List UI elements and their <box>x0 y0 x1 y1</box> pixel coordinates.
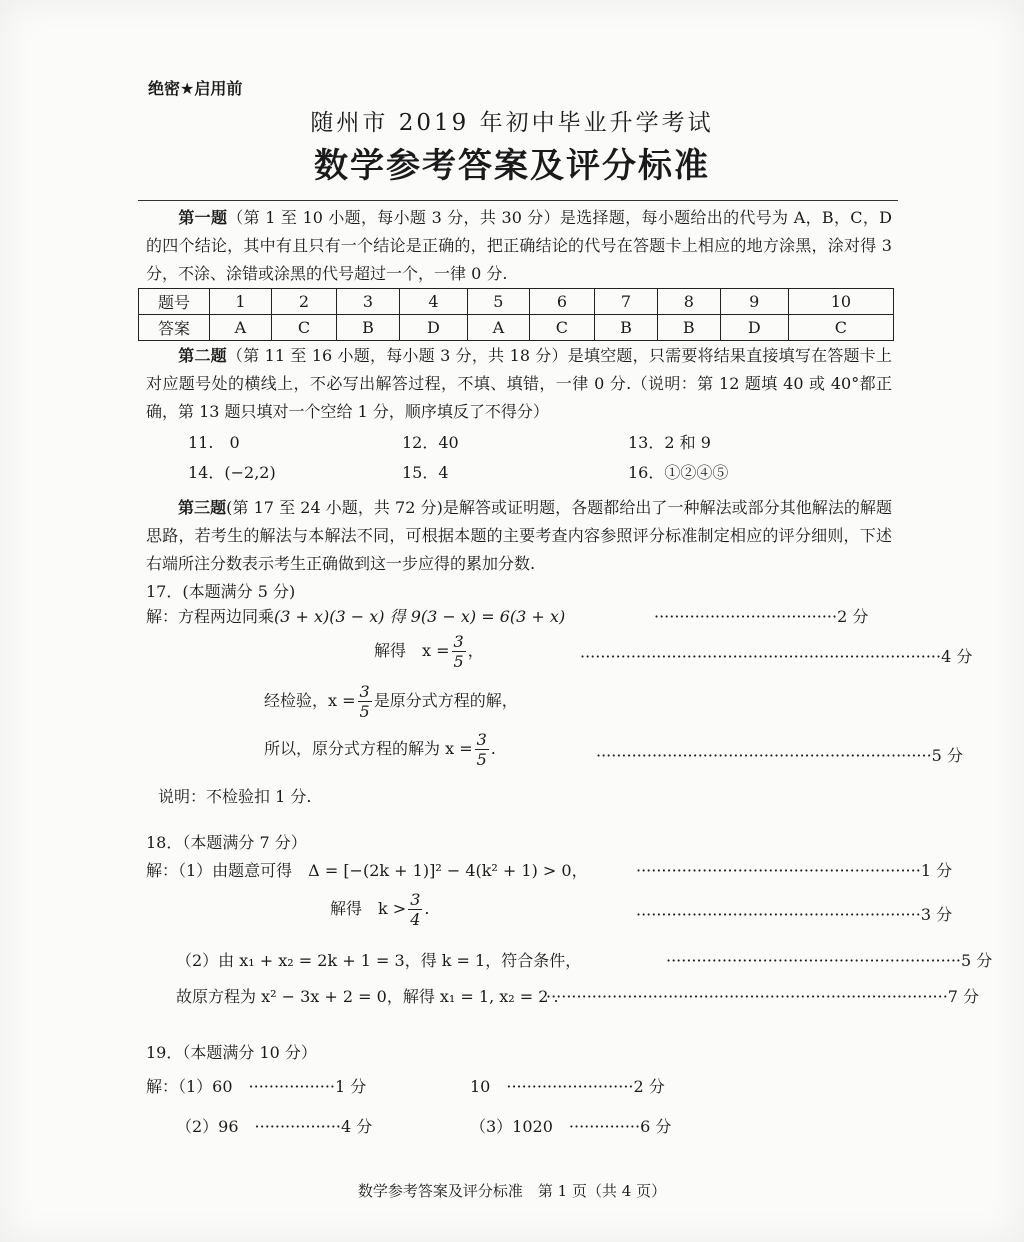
q18-step3: （2）由 x₁ + x₂ = 2k + 1 = 3，得 k = 1，符合条件， <box>176 951 582 970</box>
q18-step4: 故原方程为 x² − 3x + 2 = 0，解得 x₁ = 1, x₂ = 2 . <box>176 987 559 1006</box>
q17-note: 说明：不检验扣 1 分. <box>158 787 312 806</box>
numerator: 3 <box>359 682 370 701</box>
fraction <box>452 632 466 671</box>
denominator: 5 <box>359 702 370 721</box>
score-dots: ························································1 分 <box>636 861 953 880</box>
q17-step3-text: 经检验，x = <box>264 691 356 710</box>
table-cell: 6 <box>529 289 594 315</box>
part3-intro <box>146 494 892 578</box>
denominator: 5 <box>476 750 487 769</box>
part1-text: （第 1 至 10 小题，每小题 3 分，共 30 分）是选择题，每小题给出的代号为 A，B，C，D 的四个结论，其中有且只有一个结论是正确的，把正确结论的代号在答题卡上相应的地方涂黑，涂对得 3 分，不涂、涂错或涂黑的代号超过一个，一律 0 分. <box>146 208 892 283</box>
table-cell: B <box>337 315 400 341</box>
fraction <box>358 682 372 721</box>
table-cell: 3 <box>337 289 400 315</box>
q17-step2 <box>374 632 484 671</box>
q17-step3 <box>264 682 518 721</box>
q17-title: 17．(本题满分 5 分) <box>146 582 296 601</box>
table-cell: A <box>467 315 529 341</box>
table-header-cell: 题号 <box>139 289 210 315</box>
q19-answer: （3）1020 ··············6 分 <box>470 1117 672 1136</box>
part2-intro <box>146 342 892 426</box>
table-header-cell: 答案 <box>139 315 210 341</box>
table-cell: 8 <box>657 289 720 315</box>
table-cell: D <box>720 315 788 341</box>
part2-label: 第二题 <box>178 346 227 365</box>
denominator: 5 <box>453 652 464 671</box>
table-cell: 10 <box>788 289 893 315</box>
table-cell: C <box>788 315 893 341</box>
exam-title: 随州市 2019 年初中毕业升学考试 <box>310 110 714 136</box>
q19-answer: （2）96 ·················4 分 <box>176 1117 373 1136</box>
q18-step2-text: 解得 k > <box>330 899 407 918</box>
fraction <box>408 890 422 929</box>
punct: . <box>424 899 430 918</box>
part3-text: (第 17 至 24 小题，共 72 分)是解答或证明题，各题都给出了一种解法或部分其他解法的解题思路，若考生的解法与本解法不同，可根据本题的主要考查内容参照评分标准制定相应的评分细则，下述右端所注分数表示考生正确做到这一步应得的累加分数. <box>146 498 892 573</box>
part1-intro <box>146 204 892 288</box>
q18-step2 <box>330 890 429 929</box>
table-cell: 5 <box>467 289 529 315</box>
q17-step4-text: 所以，原分式方程的解为 x = <box>264 739 473 758</box>
numerator: 3 <box>476 730 487 749</box>
score-dots: ···············································································7 分 <box>546 987 980 1006</box>
fill-answer: 15．4 <box>402 463 449 482</box>
table-cell: 2 <box>271 289 336 315</box>
confidential-label: 绝密★启用前 <box>148 79 243 98</box>
q18-title: 18．（本题满分 7 分） <box>146 833 307 852</box>
q17-step1-equation: 得 9(3 − x) = 6(3 + x) <box>384 607 566 626</box>
part2-text: （第 11 至 16 小题，每小题 3 分，共 18 分）是填空题，只需要将结果直接填写在答题卡上对应题号处的横线上，不必写出解答过程，不填、填错，一律 0 分.（说明：第 12 题填 40 或 40°都正确，第 13 题只填对一个空给 1 分，顺序填反了不得分） <box>146 346 892 421</box>
score-dots: ··································································5 分 <box>596 746 963 765</box>
fraction <box>475 730 489 769</box>
numerator: 3 <box>453 632 464 651</box>
table-cell: D <box>399 315 467 341</box>
score-dots: ·······································································4 分 <box>580 647 973 666</box>
table-cell: B <box>595 315 658 341</box>
score-dots: ························································3 分 <box>636 905 953 924</box>
q17-step1 <box>146 604 565 627</box>
table-row <box>139 315 894 341</box>
q17-step3-tail: 是原分式方程的解， <box>373 691 518 710</box>
answer-table <box>138 288 894 341</box>
document-title: 数学参考答案及评分标准 <box>314 146 710 186</box>
q17-step2-text: 解得 x = <box>374 641 450 660</box>
denominator: 4 <box>410 910 421 929</box>
fill-answer: 13．2 和 9 <box>628 433 711 452</box>
q17-step4 <box>264 730 496 769</box>
part3-label: 第三题 <box>178 498 227 517</box>
q17-step1-text: 解：方程两边同乘 <box>146 607 275 626</box>
punct: . <box>490 739 496 758</box>
q18-step1: 解：（1）由题意可得 Δ = [−(2k + 1)]² − 4(k² + 1) > 0， <box>146 861 588 880</box>
numerator: 3 <box>410 890 421 909</box>
score-dots: ··························································5 分 <box>666 951 993 970</box>
table-cell: 4 <box>399 289 467 315</box>
q19-answer: 解：（1）60 ·················1 分 <box>146 1077 367 1096</box>
title-rule <box>138 200 898 201</box>
table-cell: 1 <box>210 289 272 315</box>
table-cell: C <box>271 315 336 341</box>
table-cell: B <box>657 315 720 341</box>
table-cell: 9 <box>720 289 788 315</box>
part1-label: 第一题 <box>178 208 228 227</box>
q19-title: 19．（本题满分 10 分） <box>146 1043 317 1062</box>
q19-answer: 10 ·························2 分 <box>470 1077 665 1096</box>
table-cell: C <box>529 315 594 341</box>
fill-answer: 14．(−2,2) <box>188 463 276 482</box>
fill-answer: 11. 0 <box>188 433 240 452</box>
q17-step1-expr: (3 + x)(3 − x) <box>274 607 385 626</box>
table-cell: 7 <box>595 289 658 315</box>
fill-answer: 16．①②④⑤ <box>628 463 729 482</box>
page-footer: 数学参考答案及评分标准 第 1 页（共 4 页） <box>357 1182 667 1200</box>
fill-answer: 12．40 <box>402 433 459 452</box>
table-cell: A <box>210 315 272 341</box>
table-row <box>139 289 894 315</box>
punct: ， <box>467 641 484 660</box>
score-dots: ····································2 分 <box>654 607 869 626</box>
